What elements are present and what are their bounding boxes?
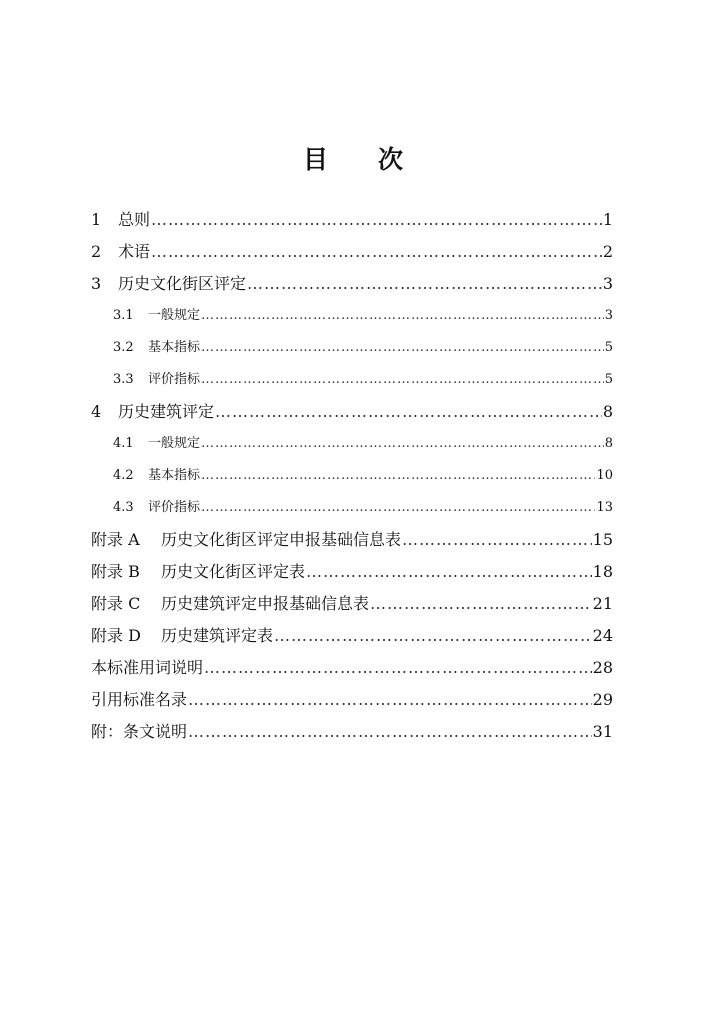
toc-label: 历史建筑评定表 <box>161 626 274 645</box>
toc-label: 评价指标 <box>148 372 201 387</box>
toc-label: 基本指标 <box>148 340 201 355</box>
toc-number: 1 <box>91 210 102 229</box>
toc-page-number: 1 <box>602 210 613 229</box>
toc-label: 基本指标 <box>148 468 201 483</box>
toc-number: 4.3 <box>113 500 134 515</box>
toc-number: 4.2 <box>113 468 134 483</box>
toc-entry-appendix-b[interactable] <box>91 556 613 588</box>
toc-entry-1[interactable] <box>91 204 613 236</box>
toc-number: 附录 D <box>91 626 141 645</box>
toc-number: 2 <box>91 242 102 261</box>
toc-leader-dots <box>188 684 592 716</box>
toc-number: 4 <box>91 402 102 421</box>
toc-page-number: 8 <box>604 436 613 451</box>
toc-page-number: 8 <box>602 402 613 421</box>
toc-number: 3.1 <box>113 308 134 323</box>
toc-page-number: 21 <box>592 594 613 613</box>
toc-page-number: 15 <box>592 530 613 549</box>
toc-leader-dots <box>201 300 604 332</box>
toc-label: 一般规定 <box>148 308 201 323</box>
toc-entry-clause-explanation[interactable] <box>91 716 613 748</box>
toc-entry-cited-standards[interactable] <box>91 684 613 716</box>
toc-page-number: 24 <box>592 626 613 645</box>
toc-entry-3[interactable] <box>91 268 613 300</box>
toc-page-number: 5 <box>604 372 613 387</box>
toc-label: 总则 <box>118 210 151 229</box>
toc-label: 本标准用词说明 <box>91 658 204 677</box>
toc-page-number: 31 <box>592 722 613 741</box>
toc-entry-4-1[interactable] <box>91 428 613 460</box>
toc-page-number: 3 <box>602 274 613 293</box>
toc-label: 历史建筑评定 <box>118 402 215 421</box>
toc-leader-dots <box>201 364 604 396</box>
toc-leader-dots <box>274 620 592 652</box>
toc-label: 术语 <box>118 242 151 261</box>
table-of-contents <box>91 204 613 748</box>
toc-number: 附录 C <box>91 594 141 613</box>
toc-leader-dots <box>201 428 604 460</box>
toc-label: 历史建筑评定申报基础信息表 <box>161 594 370 613</box>
toc-page-number: 2 <box>602 242 613 261</box>
toc-page-number: 13 <box>596 500 613 515</box>
toc-entry-wording-explanation[interactable] <box>91 652 613 684</box>
toc-entry-appendix-c[interactable] <box>91 588 613 620</box>
toc-leader-dots <box>247 268 602 300</box>
toc-entry-4[interactable] <box>91 396 613 428</box>
toc-number: 附录 A <box>91 530 140 549</box>
toc-entry-4-3[interactable] <box>91 492 613 524</box>
toc-number: 3.2 <box>113 340 134 355</box>
toc-number: 3 <box>91 274 102 293</box>
toc-leader-dots <box>215 396 602 428</box>
toc-label: 一般规定 <box>148 436 201 451</box>
toc-entry-3-1[interactable] <box>91 300 613 332</box>
toc-label: 历史文化街区评定申报基础信息表 <box>161 530 402 549</box>
toc-page-number: 28 <box>592 658 613 677</box>
toc-label: 引用标准名录 <box>91 690 188 709</box>
toc-entry-appendix-d[interactable] <box>91 620 613 652</box>
toc-number: 4.1 <box>113 436 134 451</box>
toc-leader-dots <box>402 524 592 556</box>
toc-entry-3-2[interactable] <box>91 332 613 364</box>
toc-page-number: 29 <box>592 690 613 709</box>
toc-entry-3-3[interactable] <box>91 364 613 396</box>
toc-page-number: 10 <box>596 468 613 483</box>
toc-label: 评价指标 <box>148 500 201 515</box>
toc-entry-2[interactable] <box>91 236 613 268</box>
toc-page-number: 3 <box>604 308 613 323</box>
toc-leader-dots <box>151 204 602 236</box>
title-char-2: 次 <box>378 145 404 174</box>
toc-leader-dots <box>370 588 592 620</box>
toc-leader-dots <box>151 236 602 268</box>
toc-page-number: 18 <box>592 562 613 581</box>
toc-entry-appendix-a[interactable] <box>91 524 613 556</box>
toc-leader-dots <box>201 332 604 364</box>
toc-leader-dots <box>188 716 592 748</box>
toc-leader-dots <box>306 556 592 588</box>
toc-label: 附：条文说明 <box>91 722 188 741</box>
toc-number: 3.3 <box>113 372 134 387</box>
toc-entry-4-2[interactable] <box>91 460 613 492</box>
toc-leader-dots <box>204 652 592 684</box>
toc-page-number: 5 <box>604 340 613 355</box>
toc-label: 历史文化街区评定表 <box>161 562 306 581</box>
toc-leader-dots <box>201 492 595 524</box>
toc-label: 历史文化街区评定 <box>118 274 247 293</box>
page-title <box>0 140 706 176</box>
toc-leader-dots <box>201 460 595 492</box>
toc-number: 附录 B <box>91 562 140 581</box>
title-char-1: 目 <box>302 145 328 174</box>
